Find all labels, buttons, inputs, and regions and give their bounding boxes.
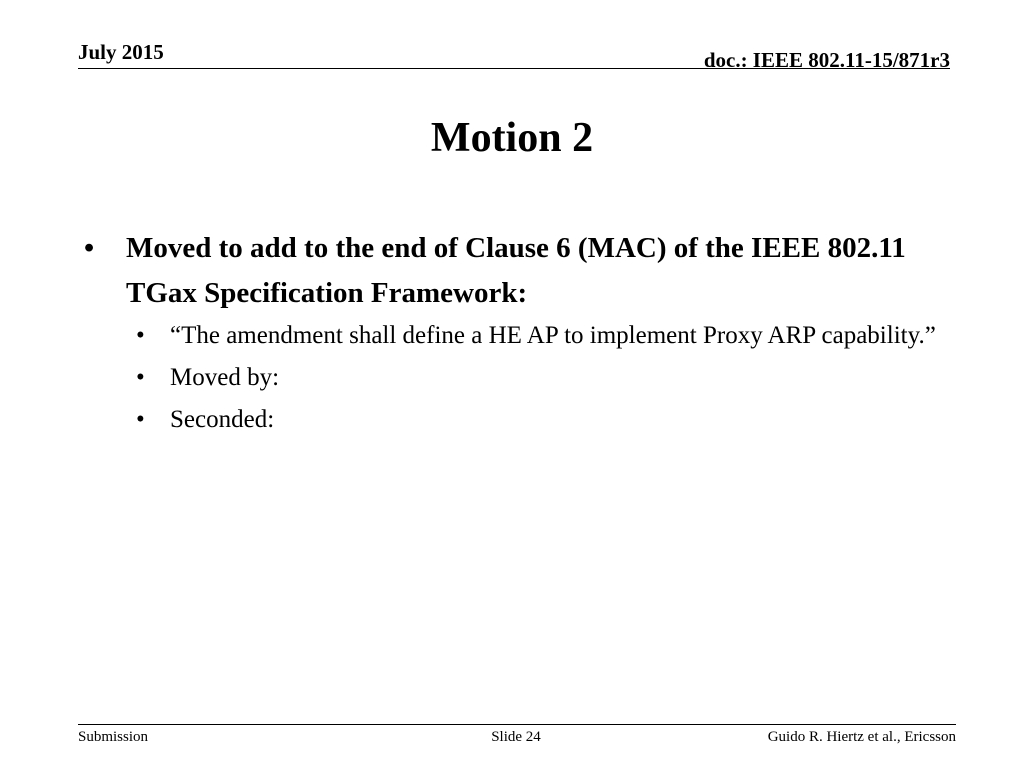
sub-bullet-text: Moved by: <box>170 364 280 391</box>
footer-divider <box>78 724 956 725</box>
header-divider <box>78 68 950 69</box>
footer-submission: Submission <box>78 729 149 745</box>
main-bullet-text: Moved to add to the end of Clause 6 (MAC) of the IEEE 802.11 TGax Specification Framework: <box>126 232 906 309</box>
footer-author: Guido R. Hiertz et al., Ericsson <box>767 729 956 745</box>
sub-bullet-motion-text <box>136 318 944 353</box>
slide-title: Motion 2 <box>430 115 594 161</box>
header-date: July 2015 <box>78 40 164 64</box>
bullet-icon: • <box>84 232 95 264</box>
sub-bullet-seconded <box>136 402 944 437</box>
sub-bullet-text: “The amendment shall define a HE AP to implement Proxy ARP capability.” <box>170 322 936 349</box>
main-bullet-point <box>84 226 944 316</box>
sub-bullet-text: Seconded: <box>170 406 275 433</box>
bullet-icon: • <box>136 406 145 433</box>
footer-slide-number: Slide 24 <box>491 729 541 745</box>
slide-body <box>84 226 944 444</box>
bullet-icon: • <box>136 322 145 349</box>
bullet-icon: • <box>136 364 145 391</box>
sub-bullet-list <box>84 318 944 437</box>
header-document-id: doc.: IEEE 802.11-15/871r3 <box>703 48 950 72</box>
sub-bullet-moved-by <box>136 360 944 395</box>
